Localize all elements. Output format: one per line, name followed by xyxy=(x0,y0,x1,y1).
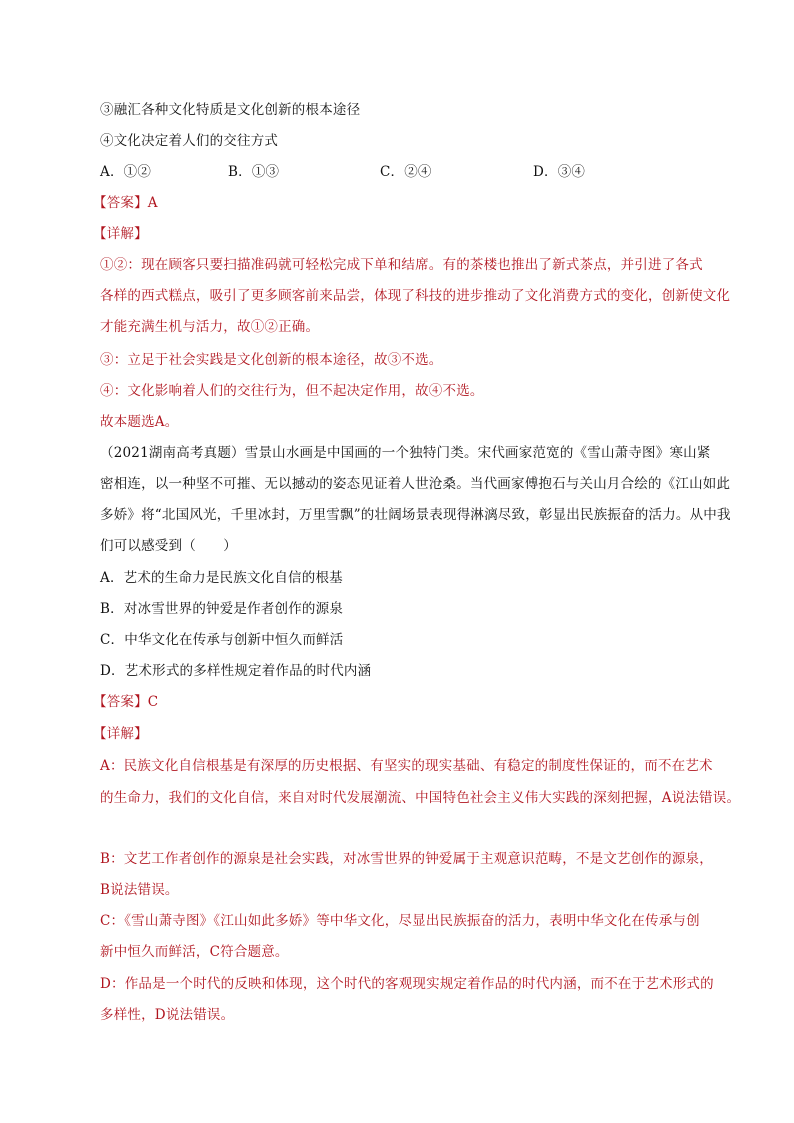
q1-explain-line: ③：立足于社会实践是文化创新的根本途径，故③不选。 xyxy=(100,352,443,368)
statement-3: ③融汇各种文化特质是文化创新的根本途径 xyxy=(100,102,361,118)
q2-explain-line: B：文艺工作者创作的源泉是社会实践，对冰雪世界的钟爱属于主观意识范畴，不是文艺创作的源泉， xyxy=(100,851,713,867)
q1-explain-line: 各样的西式糕点，吸引了更多顾客前来品尝，体现了科技的进步推动了文化消费方式的变化，创新使文化 xyxy=(100,288,731,304)
q2-option-b: B．对冰雪世界的钟爱是作者创作的源泉 xyxy=(100,601,344,617)
q2-explain-line: A：民族文化自信根基是有深厚的历史根据、有坚实的现实基础、有稳定的制度性保证的，而不在艺术 xyxy=(100,758,713,774)
q2-option-c: C．中华文化在传承与创新中恒久而鲜活 xyxy=(100,632,344,648)
q1-explain-line: ①②：现在顾客只要扫描准码就可轻松完成下单和结席。有的茶楼也推出了新式茶点，并引进了各式 xyxy=(100,257,703,273)
q1-explain-line: 才能充满生机与活力，故①②正确。 xyxy=(100,319,320,335)
q1-explain-line: ④：文化影响着人们的交往行为，但不起决定作用，故④不选。 xyxy=(100,383,484,399)
q1-conclusion: 故本题选A。 xyxy=(100,414,179,430)
q2-answer: 【答案】C xyxy=(93,694,159,710)
q2-explain-line: 的生命力，我们的文化自信，来自对时代发展潮流、中国特色社会主义伟大实践的深刻把握，A说法错误。 xyxy=(100,790,741,806)
q2-explain-line: 新中恒久而鲜活，C符合题意。 xyxy=(100,944,289,960)
q2-stem-line: 多娇》将“北国风光，千里冰封，万里雪飘”的壮阔场景表现得淋漓尽致，彰显出民族振奋的活力。从中我 xyxy=(100,507,731,523)
q1-detail-label: 【详解】 xyxy=(93,226,148,242)
q1-answer: 【答案】A xyxy=(93,195,158,211)
q2-stem-line: 们可以感受到（ ） xyxy=(100,538,237,554)
q1-option-d: D．③④ xyxy=(533,164,586,180)
q2-detail-label: 【详解】 xyxy=(93,726,148,742)
q2-stem-line: 密相连，以一种坚不可摧、无以撼动的姿态见证着人世沧桑。当代画家傅抱石与关山月合绘的《江山如此 xyxy=(100,476,731,492)
q2-option-d: D．艺术形式的多样性规定着作品的时代内涵 xyxy=(100,663,372,679)
statement-4: ④文化决定着人们的交往方式 xyxy=(100,133,279,149)
q2-option-a: A．艺术的生命力是民族文化自信的根基 xyxy=(100,570,343,586)
q1-option-c: C．②④ xyxy=(380,164,432,180)
q2-explain-line: 多样性，D说法错误。 xyxy=(100,1007,235,1023)
q1-option-a: A．①② xyxy=(100,164,152,180)
q2-explain-line: D：作品是一个时代的反映和体现，这个时代的客观现实规定着作品的时代内涵，而不在于艺术形式的 xyxy=(100,976,714,992)
q1-option-b: B．①③ xyxy=(228,164,280,180)
q2-stem-line: （2021湖南高考真题）雪景山水画是中国画的一个独特门类。宋代画家范宽的《雪山萧寺图》寒山紧 xyxy=(100,445,711,461)
q2-explain-line: C：《雪山萧寺图》《江山如此多娇》等中华文化，尽显出民族振奋的活力，表明中华文化在传承与创 xyxy=(100,913,700,929)
q2-explain-line: B说法错误。 xyxy=(100,882,179,898)
